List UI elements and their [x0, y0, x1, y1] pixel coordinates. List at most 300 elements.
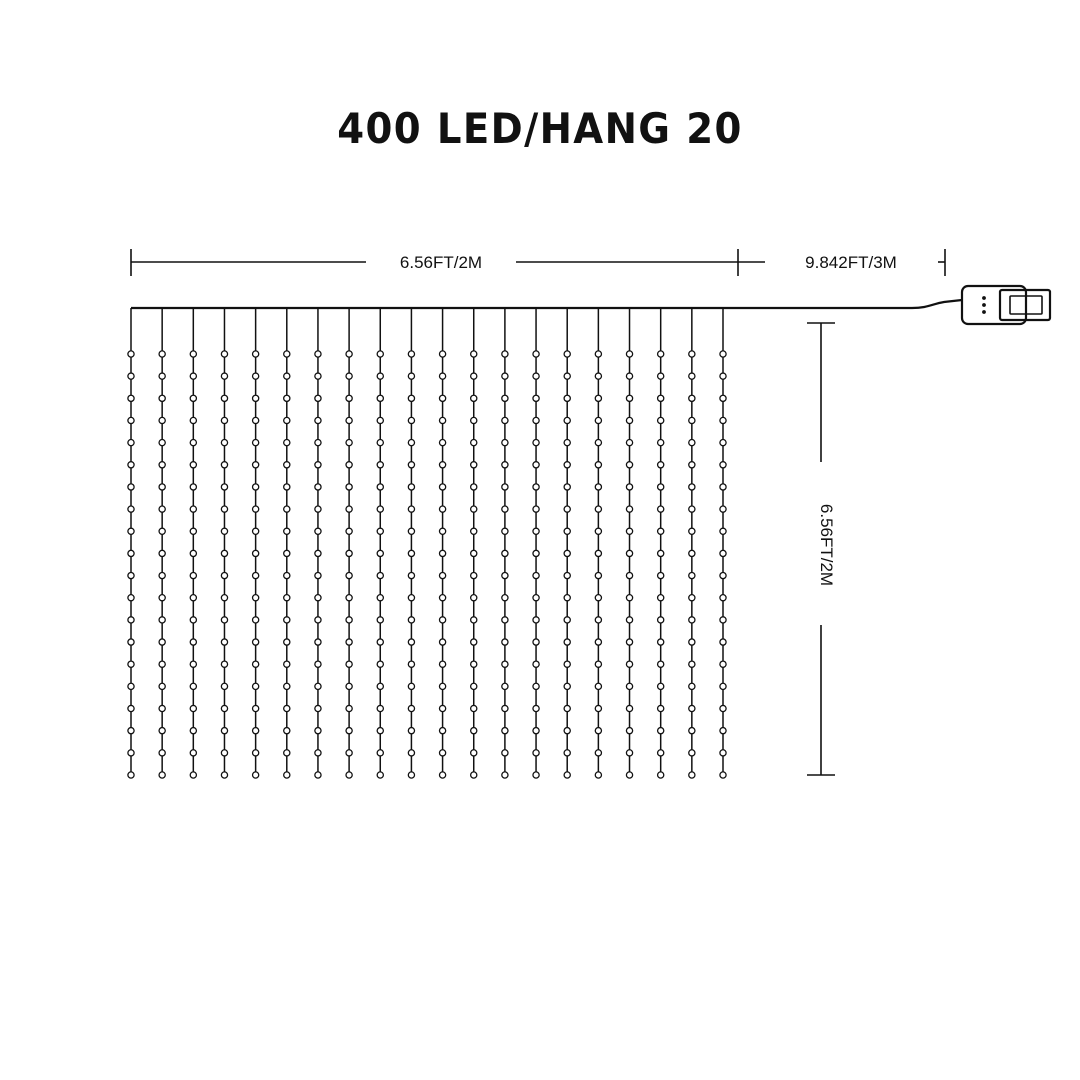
led-bulb: [439, 750, 445, 756]
led-bulb: [128, 395, 134, 401]
led-bulb: [159, 484, 165, 490]
led-bulb: [658, 572, 664, 578]
led-bulb: [315, 417, 321, 423]
led-bulb: [128, 550, 134, 556]
led-bulb: [221, 772, 227, 778]
led-bulb: [439, 417, 445, 423]
led-bulb: [502, 639, 508, 645]
led-bulb: [658, 683, 664, 689]
led-bulb: [658, 661, 664, 667]
led-bulb: [408, 728, 414, 734]
led-bulb: [439, 683, 445, 689]
led-bulb: [658, 639, 664, 645]
led-bulb: [253, 683, 259, 689]
led-bulb: [408, 440, 414, 446]
led-bulb: [471, 595, 477, 601]
led-bulb: [315, 395, 321, 401]
led-bulb: [159, 506, 165, 512]
led-bulb: [502, 550, 508, 556]
led-bulb: [221, 528, 227, 534]
led-bulb: [346, 462, 352, 468]
led-bulb: [221, 506, 227, 512]
led-bulb: [471, 550, 477, 556]
led-bulb: [595, 373, 601, 379]
led-bulb: [128, 683, 134, 689]
led-bulb: [346, 683, 352, 689]
led-bulb: [128, 639, 134, 645]
led-bulb: [720, 728, 726, 734]
led-bulb: [533, 661, 539, 667]
led-bulb: [502, 462, 508, 468]
led-bulb: [471, 395, 477, 401]
led-bulb: [190, 506, 196, 512]
led-bulb: [502, 440, 508, 446]
led-bulb: [128, 728, 134, 734]
led-bulb: [533, 506, 539, 512]
led-bulb: [626, 484, 632, 490]
led-bulb: [190, 484, 196, 490]
led-bulb: [502, 484, 508, 490]
led-bulb: [284, 772, 290, 778]
led-bulb: [564, 595, 570, 601]
led-bulb: [533, 639, 539, 645]
led-bulb: [689, 351, 695, 357]
led-bulb: [190, 440, 196, 446]
led-bulb: [253, 351, 259, 357]
led-bulb: [346, 572, 352, 578]
led-bulb: [221, 750, 227, 756]
led-bulb: [377, 440, 383, 446]
led-bulb: [128, 750, 134, 756]
led-bulb: [408, 705, 414, 711]
led-bulb: [720, 572, 726, 578]
led-bulb: [533, 705, 539, 711]
led-bulb: [284, 639, 290, 645]
led-bulb: [533, 772, 539, 778]
led-bulb: [689, 772, 695, 778]
usb-plug-icon: [962, 286, 1050, 324]
led-bulb: [658, 617, 664, 623]
led-bulb: [315, 550, 321, 556]
led-bulb: [159, 683, 165, 689]
led-bulb: [315, 683, 321, 689]
led-bulb: [720, 705, 726, 711]
led-bulb: [439, 462, 445, 468]
led-bulb: [190, 351, 196, 357]
led-bulb: [502, 728, 508, 734]
led-bulb: [190, 550, 196, 556]
led-bulb: [190, 417, 196, 423]
led-bulb: [159, 417, 165, 423]
led-bulb: [190, 395, 196, 401]
led-bulb: [346, 373, 352, 379]
led-bulb: [315, 772, 321, 778]
led-bulb: [128, 417, 134, 423]
led-bulb: [377, 639, 383, 645]
led-bulb: [253, 550, 259, 556]
led-bulb: [626, 705, 632, 711]
led-bulb: [253, 417, 259, 423]
top-wire: [131, 300, 962, 308]
led-bulb: [533, 750, 539, 756]
led-bulb: [502, 772, 508, 778]
led-bulb: [533, 595, 539, 601]
led-bulb: [626, 528, 632, 534]
led-bulb: [626, 550, 632, 556]
led-bulb: [315, 661, 321, 667]
led-bulb: [439, 528, 445, 534]
led-bulb: [159, 639, 165, 645]
led-bulb: [689, 528, 695, 534]
led-bulb: [689, 484, 695, 490]
led-bulb: [377, 506, 383, 512]
led-bulb: [377, 395, 383, 401]
led-bulb: [564, 440, 570, 446]
led-bulb: [128, 351, 134, 357]
led-bulb: [346, 550, 352, 556]
led-bulb: [346, 351, 352, 357]
led-bulb: [221, 395, 227, 401]
led-bulb: [284, 395, 290, 401]
led-bulb: [346, 395, 352, 401]
led-bulb: [658, 705, 664, 711]
led-bulb: [471, 572, 477, 578]
led-bulb: [128, 440, 134, 446]
led-bulb: [502, 373, 508, 379]
led-bulb: [502, 595, 508, 601]
led-bulb: [502, 528, 508, 534]
led-bulb: [221, 617, 227, 623]
led-bulb: [284, 572, 290, 578]
led-bulb: [564, 373, 570, 379]
led-bulb: [221, 550, 227, 556]
led-bulb: [159, 728, 165, 734]
led-bulb: [284, 373, 290, 379]
led-bulb: [159, 440, 165, 446]
led-bulb: [439, 595, 445, 601]
led-bulb: [595, 705, 601, 711]
led-bulb: [439, 351, 445, 357]
led-bulb: [253, 661, 259, 667]
led-bulb: [284, 683, 290, 689]
led-bulb: [564, 417, 570, 423]
led-bulb: [190, 572, 196, 578]
led-bulb: [502, 705, 508, 711]
led-bulb: [689, 728, 695, 734]
led-bulb: [595, 595, 601, 601]
led-bulb: [471, 484, 477, 490]
led-bulb: [284, 705, 290, 711]
led-bulb: [689, 506, 695, 512]
led-bulb: [471, 705, 477, 711]
led-bulb: [658, 440, 664, 446]
led-bulb: [689, 462, 695, 468]
led-bulb: [190, 595, 196, 601]
led-bulb: [533, 373, 539, 379]
led-bulb: [564, 572, 570, 578]
led-bulb: [408, 772, 414, 778]
led-strand-group: [128, 308, 726, 778]
led-bulb: [408, 572, 414, 578]
led-bulb: [190, 683, 196, 689]
led-bulb: [408, 395, 414, 401]
led-bulb: [221, 639, 227, 645]
led-bulb: [315, 572, 321, 578]
led-bulb: [533, 617, 539, 623]
led-bulb: [377, 550, 383, 556]
led-bulb: [471, 351, 477, 357]
led-bulb: [689, 705, 695, 711]
led-bulb: [253, 772, 259, 778]
led-bulb: [253, 639, 259, 645]
page-title: 400 LED/HANG 20: [337, 104, 743, 153]
led-bulb: [346, 595, 352, 601]
led-bulb: [471, 772, 477, 778]
led-bulb: [315, 639, 321, 645]
led-bulb: [128, 705, 134, 711]
led-bulb: [689, 683, 695, 689]
led-bulb: [689, 750, 695, 756]
led-bulb: [253, 728, 259, 734]
led-bulb: [720, 661, 726, 667]
led-bulb: [190, 661, 196, 667]
led-bulb: [159, 750, 165, 756]
led-bulb: [595, 639, 601, 645]
led-bulb: [720, 506, 726, 512]
led-bulb: [408, 550, 414, 556]
led-bulb: [159, 550, 165, 556]
led-bulb: [658, 395, 664, 401]
led-bulb: [159, 595, 165, 601]
led-bulb: [595, 550, 601, 556]
led-bulb: [720, 417, 726, 423]
led-bulb: [408, 683, 414, 689]
led-bulb: [284, 462, 290, 468]
led-bulb: [159, 661, 165, 667]
led-bulb: [377, 750, 383, 756]
led-bulb: [284, 595, 290, 601]
led-bulb: [471, 728, 477, 734]
led-bulb: [377, 373, 383, 379]
led-bulb: [720, 772, 726, 778]
led-bulb: [720, 683, 726, 689]
top-right-dimension-label: 9.842FT/3M: [805, 253, 897, 272]
led-bulb: [221, 683, 227, 689]
led-bulb: [564, 550, 570, 556]
led-bulb: [439, 661, 445, 667]
led-bulb: [439, 440, 445, 446]
led-bulb: [595, 506, 601, 512]
led-bulb: [128, 595, 134, 601]
led-bulb: [408, 617, 414, 623]
led-bulb: [595, 417, 601, 423]
led-bulb: [284, 506, 290, 512]
led-bulb: [128, 772, 134, 778]
led-bulb: [315, 617, 321, 623]
led-bulb: [658, 506, 664, 512]
led-bulb: [471, 617, 477, 623]
led-bulb: [439, 705, 445, 711]
led-bulb: [253, 750, 259, 756]
led-bulb: [439, 506, 445, 512]
led-bulb: [564, 617, 570, 623]
led-bulb: [346, 440, 352, 446]
led-bulb: [315, 528, 321, 534]
led-bulb: [408, 373, 414, 379]
led-bulb: [439, 373, 445, 379]
led-bulb: [377, 484, 383, 490]
led-bulb: [720, 639, 726, 645]
led-bulb: [564, 462, 570, 468]
led-bulb: [471, 528, 477, 534]
led-bulb: [595, 728, 601, 734]
led-bulb: [471, 373, 477, 379]
led-bulb: [689, 572, 695, 578]
led-bulb: [159, 617, 165, 623]
led-bulb: [190, 528, 196, 534]
led-bulb: [284, 351, 290, 357]
led-bulb: [346, 617, 352, 623]
led-bulb: [658, 550, 664, 556]
led-bulb: [626, 661, 632, 667]
led-bulb: [720, 351, 726, 357]
led-bulb: [221, 440, 227, 446]
led-bulb: [346, 417, 352, 423]
led-bulb: [128, 572, 134, 578]
led-bulb: [502, 572, 508, 578]
led-bulb: [315, 506, 321, 512]
top-left-dimension-label: 6.56FT/2M: [399, 253, 483, 272]
led-bulb: [253, 395, 259, 401]
led-bulb: [689, 617, 695, 623]
led-bulb: [159, 373, 165, 379]
led-bulb: [720, 373, 726, 379]
led-bulb: [626, 462, 632, 468]
led-bulb: [720, 595, 726, 601]
led-bulb: [408, 750, 414, 756]
led-bulb: [408, 661, 414, 667]
led-bulb: [689, 440, 695, 446]
led-bulb: [502, 750, 508, 756]
led-bulb: [377, 661, 383, 667]
led-bulb: [315, 595, 321, 601]
led-bulb: [533, 728, 539, 734]
led-bulb: [533, 462, 539, 468]
led-bulb: [564, 728, 570, 734]
led-bulb: [626, 750, 632, 756]
led-bulb: [626, 373, 632, 379]
led-bulb: [284, 440, 290, 446]
led-bulb: [408, 484, 414, 490]
led-bulb: [595, 572, 601, 578]
led-bulb: [377, 417, 383, 423]
led-bulb: [408, 528, 414, 534]
led-bulb: [689, 395, 695, 401]
led-bulb: [471, 661, 477, 667]
led-bulb: [253, 373, 259, 379]
led-bulb: [502, 417, 508, 423]
led-bulb: [439, 395, 445, 401]
led-bulb: [471, 506, 477, 512]
led-bulb: [190, 462, 196, 468]
led-bulb: [595, 484, 601, 490]
led-bulb: [221, 728, 227, 734]
led-bulb: [658, 417, 664, 423]
led-bulb: [221, 572, 227, 578]
led-bulb: [377, 572, 383, 578]
top-left-dimension: [131, 249, 738, 276]
led-bulb: [689, 595, 695, 601]
led-bulb: [626, 617, 632, 623]
led-bulb: [221, 373, 227, 379]
led-bulb: [315, 705, 321, 711]
led-bulb: [221, 705, 227, 711]
led-bulb: [346, 728, 352, 734]
led-bulb: [284, 484, 290, 490]
led-bulb: [315, 750, 321, 756]
led-bulb: [502, 683, 508, 689]
led-bulb: [626, 440, 632, 446]
led-bulb: [502, 395, 508, 401]
led-bulb: [346, 639, 352, 645]
led-bulb: [253, 506, 259, 512]
led-bulb: [439, 550, 445, 556]
led-bulb: [689, 550, 695, 556]
led-bulb: [595, 351, 601, 357]
led-bulb: [471, 440, 477, 446]
led-bulb: [159, 395, 165, 401]
led-bulb: [626, 506, 632, 512]
led-bulb: [658, 351, 664, 357]
led-bulb: [626, 772, 632, 778]
led-bulb: [720, 750, 726, 756]
led-bulb: [595, 440, 601, 446]
led-bulb: [502, 661, 508, 667]
led-bulb: [346, 750, 352, 756]
led-bulb: [564, 683, 570, 689]
right-dimension: [807, 323, 836, 775]
led-bulb: [502, 506, 508, 512]
led-bulb: [408, 639, 414, 645]
led-bulb: [128, 484, 134, 490]
led-bulb: [564, 528, 570, 534]
led-bulb: [439, 617, 445, 623]
led-bulb: [377, 595, 383, 601]
led-bulb: [377, 617, 383, 623]
led-bulb: [346, 772, 352, 778]
led-bulb: [159, 572, 165, 578]
led-bulb: [315, 351, 321, 357]
led-bulb: [689, 373, 695, 379]
led-bulb: [190, 373, 196, 379]
led-bulb: [720, 528, 726, 534]
led-bulb: [128, 528, 134, 534]
led-bulb: [564, 661, 570, 667]
led-bulb: [533, 683, 539, 689]
led-bulb: [439, 572, 445, 578]
led-bulb: [439, 484, 445, 490]
led-bulb: [377, 683, 383, 689]
led-bulb: [626, 572, 632, 578]
led-bulb: [533, 528, 539, 534]
led-bulb: [284, 617, 290, 623]
led-bulb: [221, 417, 227, 423]
led-bulb: [595, 395, 601, 401]
led-bulb: [284, 550, 290, 556]
led-bulb: [190, 772, 196, 778]
led-bulb: [439, 728, 445, 734]
led-bulb: [346, 661, 352, 667]
